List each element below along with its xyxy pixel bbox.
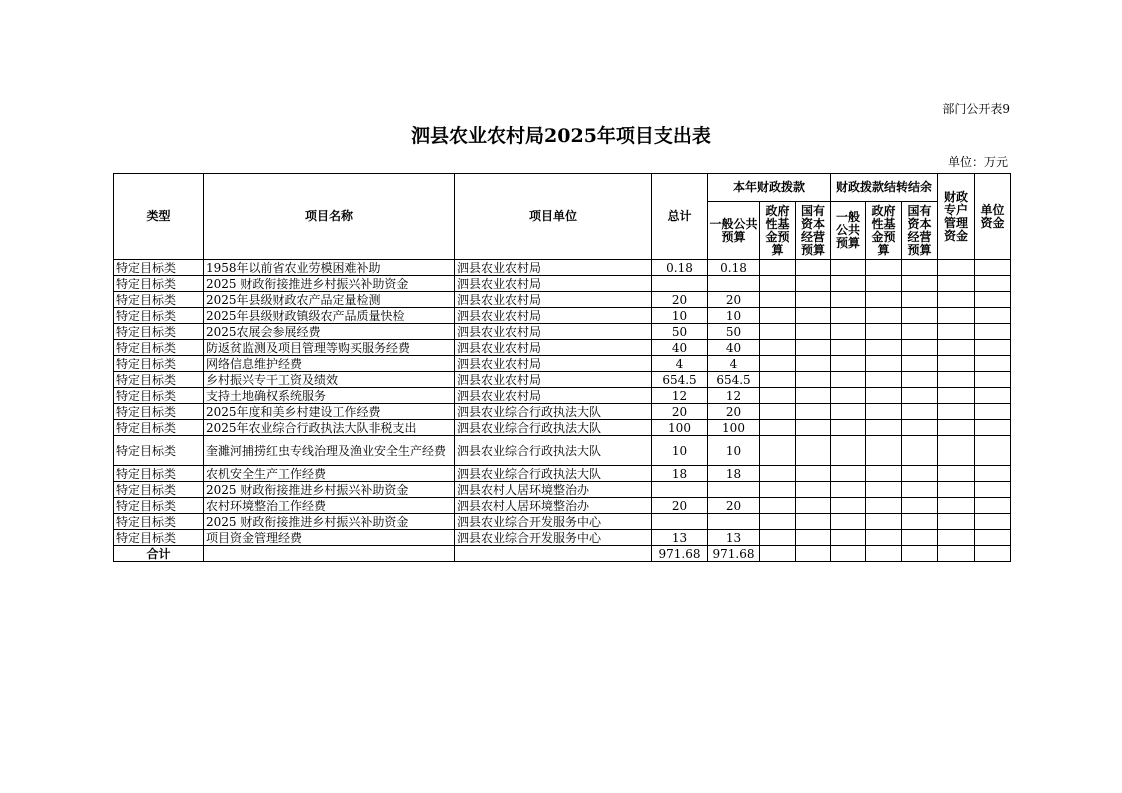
project-unit-cell: 泗县农业综合开发服务中心 [455,514,652,530]
total-cell: 40 [652,340,708,356]
table-cell [796,260,831,276]
table-cell [902,466,938,482]
table-cell [975,308,1011,324]
table-cell [866,308,902,324]
project-unit-cell: 泗县农业综合开发服务中心 [455,530,652,546]
table-cell [760,482,796,498]
total-general-budget: 971.68 [708,546,760,562]
table-row [114,482,1011,498]
table-cell [975,324,1011,340]
table-cell [902,498,938,514]
table-cell [831,276,866,292]
project-unit-cell: 泗县农业综合行政执法大队 [455,436,652,466]
table-cell [796,308,831,324]
table-cell [760,514,796,530]
table-row [114,404,1011,420]
table-cell [204,546,455,562]
table-row [114,260,1011,276]
table-cell [760,530,796,546]
table-cell [796,514,831,530]
table-cell [866,436,902,466]
project-name-cell: 2025年度和美乡村建设工作经费 [204,404,455,420]
table-row [114,308,1011,324]
table-cell [760,308,796,324]
header-carryover-fund-budget: 政府性基金预算 [866,202,902,260]
table-row [114,292,1011,308]
general-budget-cell: 10 [708,308,760,324]
table-cell [938,356,975,372]
table-cell [938,260,975,276]
table-cell [902,324,938,340]
header-carryover-general-budget: 一般公共预算 [831,202,866,260]
table-cell [796,546,831,562]
table-cell [866,530,902,546]
table-row [114,436,1011,466]
table-cell [975,388,1011,404]
total-cell: 12 [652,388,708,404]
project-unit-cell: 泗县农业综合行政执法大队 [455,466,652,482]
table-cell [975,356,1011,372]
project-name-cell: 乡村振兴专干工资及绩效 [204,372,455,388]
project-unit-cell: 泗县农村人居环境整治办 [455,482,652,498]
table-cell [831,466,866,482]
project-unit-cell: 泗县农业农村局 [455,356,652,372]
table-cell [902,260,938,276]
total-cell [652,514,708,530]
table-cell [760,498,796,514]
table-cell [902,530,938,546]
general-budget-cell: 10 [708,436,760,466]
table-cell [831,436,866,466]
type-cell: 特定目标类 [114,308,204,324]
project-unit-cell: 泗县农业农村局 [455,372,652,388]
project-unit-cell: 泗县农业综合行政执法大队 [455,420,652,436]
table-cell [831,260,866,276]
project-unit-cell: 泗县农业农村局 [455,388,652,404]
table-cell [975,530,1011,546]
total-cell: 654.5 [652,372,708,388]
table-cell [902,308,938,324]
type-cell: 特定目标类 [114,292,204,308]
table-row [114,324,1011,340]
table-cell [938,276,975,292]
project-name-cell: 2025年农业综合行政执法大队非税支出 [204,420,455,436]
header-total: 总计 [652,174,708,260]
table-cell [866,498,902,514]
table-cell [760,340,796,356]
table-cell [975,276,1011,292]
table-cell [866,482,902,498]
project-name-cell: 1958年以前省农业劳模困难补助 [204,260,455,276]
table-cell [866,292,902,308]
total-cell: 10 [652,436,708,466]
table-cell [866,260,902,276]
project-name-cell: 2025年县级财政镇级农产品质量快检 [204,308,455,324]
general-budget-cell: 100 [708,420,760,436]
table-row [114,340,1011,356]
table-cell [760,466,796,482]
table-cell [760,420,796,436]
table-cell [796,276,831,292]
type-cell: 特定目标类 [114,420,204,436]
table-row [114,276,1011,292]
header-unit-funds: 单位资金 [975,174,1011,260]
total-cell [652,276,708,292]
table-cell [975,546,1011,562]
general-budget-cell [708,514,760,530]
table-cell [831,340,866,356]
table-cell [831,372,866,388]
project-name-cell: 农机安全生产工作经费 [204,466,455,482]
project-name-cell: 2025农展会参展经费 [204,324,455,340]
table-cell [760,546,796,562]
general-budget-cell: 13 [708,530,760,546]
total-cell: 20 [652,292,708,308]
table-cell [938,420,975,436]
table-cell [902,514,938,530]
project-name-cell: 支持土地确权系统服务 [204,388,455,404]
project-name-cell: 2025 财政衔接推进乡村振兴补助资金 [204,514,455,530]
table-cell [902,372,938,388]
type-cell: 特定目标类 [114,404,204,420]
table-row [114,420,1011,436]
general-budget-cell [708,276,760,292]
type-cell: 特定目标类 [114,388,204,404]
table-row [114,356,1011,372]
table-cell [760,276,796,292]
project-unit-cell: 泗县农业农村局 [455,340,652,356]
type-cell: 特定目标类 [114,436,204,466]
header-current-year-appropriation: 本年财政拨款 [708,174,831,202]
table-cell [796,356,831,372]
type-cell: 特定目标类 [114,514,204,530]
table-cell [760,324,796,340]
type-cell: 特定目标类 [114,324,204,340]
table-cell [902,436,938,466]
table-cell [938,514,975,530]
table-cell [796,436,831,466]
table-cell [796,324,831,340]
table-cell [866,356,902,372]
total-row [114,546,1011,562]
table-cell [902,276,938,292]
header-project-unit: 项目单位 [455,174,652,260]
header-state-capital-budget: 国有资本经营预算 [796,202,831,260]
table-cell [831,308,866,324]
project-unit-cell: 泗县农业农村局 [455,292,652,308]
table-row [114,466,1011,482]
unit-label: 单位：万元 [947,155,1008,169]
table-cell [902,340,938,356]
table-cell [796,372,831,388]
header-carryover-state-capital-budget: 国有资本经营预算 [902,202,938,260]
table-cell [866,276,902,292]
table-cell [902,292,938,308]
total-cell: 100 [652,420,708,436]
project-expenditure-table [113,173,1011,562]
table-cell [760,260,796,276]
table-cell [902,482,938,498]
header-project-name: 项目名称 [204,174,455,260]
project-name-cell: 网络信息维护经费 [204,356,455,372]
table-cell [831,420,866,436]
type-cell: 特定目标类 [114,372,204,388]
project-unit-cell: 泗县农业农村局 [455,260,652,276]
table-cell [938,498,975,514]
table-cell [938,546,975,562]
table-cell [866,404,902,420]
table-cell [831,498,866,514]
type-cell: 特定目标类 [114,260,204,276]
table-cell [902,546,938,562]
table-cell [975,466,1011,482]
table-cell [902,404,938,420]
project-name-cell: 项目资金管理经费 [204,530,455,546]
table-cell [938,466,975,482]
project-name-cell: 2025 财政衔接推进乡村振兴补助资金 [204,276,455,292]
total-cell [652,482,708,498]
total-amount: 971.68 [652,546,708,562]
table-cell [796,340,831,356]
general-budget-cell: 20 [708,292,760,308]
total-cell: 10 [652,308,708,324]
general-budget-cell: 4 [708,356,760,372]
project-unit-cell: 泗县农业农村局 [455,276,652,292]
project-name-cell: 农村环境整治工作经费 [204,498,455,514]
general-budget-cell: 50 [708,324,760,340]
type-cell: 特定目标类 [114,530,204,546]
table-cell [866,372,902,388]
table-cell [831,356,866,372]
general-budget-cell: 20 [708,498,760,514]
total-cell: 4 [652,356,708,372]
table-cell [938,340,975,356]
table-cell [796,530,831,546]
table-cell [938,404,975,420]
header-fund-budget: 政府性基金预算 [760,202,796,260]
table-cell [866,388,902,404]
table-cell [938,372,975,388]
table-cell [975,420,1011,436]
table-cell [831,404,866,420]
table-cell [760,404,796,420]
table-cell [760,292,796,308]
table-cell [902,388,938,404]
table-cell [796,388,831,404]
table-cell [796,466,831,482]
type-cell: 特定目标类 [114,466,204,482]
table-cell [831,388,866,404]
table-cell [831,514,866,530]
table-cell [938,436,975,466]
total-cell: 13 [652,530,708,546]
table-cell [866,514,902,530]
table-cell [866,340,902,356]
table-cell [866,324,902,340]
general-budget-cell: 18 [708,466,760,482]
table-cell [796,292,831,308]
header-special-account-funds: 财政专户管理资金 [938,174,975,260]
table-cell [975,498,1011,514]
page-number-label: 部门公开表9 [942,102,1010,116]
project-name-cell: 防返贫监测及项目管理等购买服务经费 [204,340,455,356]
type-cell: 特定目标类 [114,356,204,372]
table-cell [866,546,902,562]
table-cell [796,420,831,436]
table-cell [938,388,975,404]
type-cell: 特定目标类 [114,276,204,292]
table-cell [902,356,938,372]
table-row [114,372,1011,388]
project-name-cell: 奎濉河捕捞红虫专线治理及渔业安全生产经费 [204,436,455,466]
table-cell [796,498,831,514]
table-cell [938,482,975,498]
table-cell [760,356,796,372]
table-cell [975,482,1011,498]
general-budget-cell: 40 [708,340,760,356]
project-unit-cell: 泗县农业综合行政执法大队 [455,404,652,420]
project-unit-cell: 泗县农村人居环境整治办 [455,498,652,514]
project-name-cell: 2025年县级财政农产品定量检测 [204,292,455,308]
table-cell [831,292,866,308]
table-cell [831,530,866,546]
table-cell [975,514,1011,530]
table-cell [760,388,796,404]
table-cell [938,292,975,308]
general-budget-cell: 654.5 [708,372,760,388]
table-cell [975,292,1011,308]
total-cell: 20 [652,498,708,514]
general-budget-cell: 20 [708,404,760,420]
table-cell [975,404,1011,420]
table-cell [938,530,975,546]
table-cell [831,482,866,498]
total-cell: 50 [652,324,708,340]
document-title: 泗县农业农村局2025年项目支出表 [411,125,711,147]
general-budget-cell [708,482,760,498]
type-cell: 特定目标类 [114,498,204,514]
table-row [114,498,1011,514]
table-cell [796,482,831,498]
header-carryover-balance: 财政拨款结转结余 [831,174,938,202]
type-cell: 特定目标类 [114,482,204,498]
header-general-budget: 一般公共预算 [708,202,760,260]
total-label: 合计 [114,546,204,562]
total-cell: 0.18 [652,260,708,276]
table-cell [975,372,1011,388]
table-cell [975,260,1011,276]
table-cell [938,308,975,324]
header-type: 类型 [114,174,204,260]
table-cell [866,420,902,436]
type-cell: 特定目标类 [114,340,204,356]
project-unit-cell: 泗县农业农村局 [455,308,652,324]
table-cell [866,466,902,482]
table-cell [455,546,652,562]
table-cell [760,372,796,388]
table-cell [760,436,796,466]
table-row [114,388,1011,404]
total-cell: 20 [652,404,708,420]
table-cell [831,546,866,562]
table-body [114,260,1011,546]
table-cell [975,340,1011,356]
table-row [114,530,1011,546]
project-name-cell: 2025 财政衔接推进乡村振兴补助资金 [204,482,455,498]
table-cell [902,420,938,436]
table-cell [831,324,866,340]
general-budget-cell: 12 [708,388,760,404]
project-unit-cell: 泗县农业农村局 [455,324,652,340]
table-cell [975,436,1011,466]
table-cell [938,324,975,340]
table-cell [796,404,831,420]
general-budget-cell: 0.18 [708,260,760,276]
total-cell: 18 [652,466,708,482]
table-row [114,514,1011,530]
